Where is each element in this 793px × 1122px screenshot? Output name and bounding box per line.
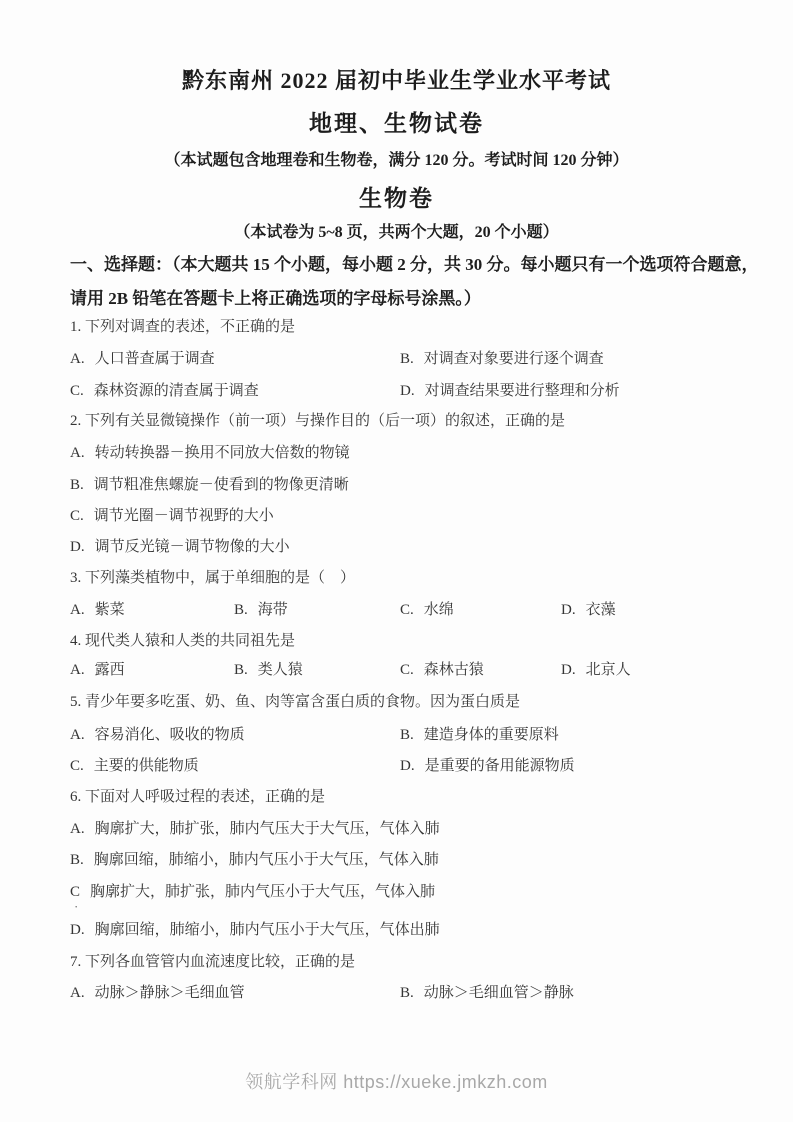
section-instruction-line1: 一、选择题：（本大题共 15 个小题，每小题 2 分，共 30 分。每小题只有一个选项符合题意， xyxy=(70,255,759,274)
question-7-options-row xyxy=(70,984,730,1006)
question-6-option-b: B. 胸廓回缩，肺缩小，肺内气压小于大气压，气体入肺 xyxy=(70,852,439,868)
question-5-options-row-2 xyxy=(70,757,730,779)
question-3-option-d: D. 衣藻 xyxy=(561,602,616,618)
exam-note-scores: （本试题包含地理卷和生物卷，满分 120 分。考试时间 120 分钟） xyxy=(164,152,629,169)
question-2-option-b: B. 调节粗准焦螺旋－使看到的物像更清晰 xyxy=(70,477,349,493)
question-5-option-b: B. 建造身体的重要原料 xyxy=(400,727,559,743)
watermark-text: 领航学科网 https://xueke.jmkzh.com xyxy=(245,1072,548,1092)
question-6-option-a: A. 胸廓扩大，肺扩张，肺内气压大于大气压，气体入肺 xyxy=(70,821,440,837)
paper-name: 生物卷 xyxy=(359,186,434,211)
question-1-stem: 1. 下列对调查的表述，不正确的是 xyxy=(70,319,296,335)
question-7-option-b: B. 动脉＞毛细血管＞静脉 xyxy=(400,985,574,1001)
question-2-stem: 2. 下列有关显微镜操作（前一项）与操作目的（后一项）的叙述，正确的是 xyxy=(70,413,566,429)
question-2-option-a: A. 转动转换器－换用不同放大倍数的物镜 xyxy=(70,445,350,461)
exam-note-pages: （本试卷为 5~8 页，共两个大题，20 个小题） xyxy=(234,224,559,241)
question-4-option-c: C. 森林古猿 xyxy=(400,662,484,678)
question-3-option-b: B. 海带 xyxy=(234,602,288,618)
question-5-option-a: A. 容易消化、吸收的物质 xyxy=(70,727,245,743)
exam-subtitle: 地理、生物试卷 xyxy=(309,111,484,136)
question-7-stem: 7. 下列各血管管内血流速度比较，正确的是 xyxy=(70,954,356,970)
question-1-option-b: B. 对调查对象要进行逐个调查 xyxy=(400,351,604,367)
question-2-option-c: C. 调节光圈－调节视野的大小 xyxy=(70,508,274,524)
question-1-option-c: C. 森林资源的清查属于调查 xyxy=(70,383,259,399)
question-1-option-a: A. 人口普查属于调查 xyxy=(70,351,215,367)
stray-scan-mark: · xyxy=(74,899,79,914)
question-6-option-c: C 胸廓扩大，肺扩张，肺内气压小于大气压，气体入肺 xyxy=(70,884,436,900)
question-1-options-row-1 xyxy=(70,350,730,372)
section-instruction-line2: 请用 2B 铅笔在答题卡上将正确选项的字母标号涂黑。） xyxy=(70,289,481,308)
question-6-stem: 6. 下面对人呼吸过程的表述，正确的是 xyxy=(70,789,326,805)
question-1-option-d: D. 对调查结果要进行整理和分析 xyxy=(400,383,620,399)
question-5-options-row-1 xyxy=(70,726,730,748)
question-4-stem: 4. 现代类人猿和人类的共同祖先是 xyxy=(70,633,296,649)
question-3-stem: 3. 下列藻类植物中，属于单细胞的是（ ） xyxy=(70,570,356,586)
question-5-option-d: D. 是重要的备用能源物质 xyxy=(400,758,575,774)
question-5-option-c: C. 主要的供能物质 xyxy=(70,758,199,774)
question-3-options-row xyxy=(70,601,730,623)
question-2-option-d: D. 调节反光镜－调节物像的大小 xyxy=(70,539,290,555)
question-6-option-d: D. 胸廓回缩，肺缩小，肺内气压小于大气压，气体出肺 xyxy=(70,922,440,938)
question-3-option-a: A. 紫菜 xyxy=(70,602,125,618)
question-4-option-b: B. 类人猿 xyxy=(234,662,303,678)
exam-title: 黔东南州 2022 届初中毕业生学业水平考试 xyxy=(181,68,611,93)
question-4-options-row xyxy=(70,661,730,683)
question-4-option-d: D. 北京人 xyxy=(561,662,631,678)
question-1-options-row-2 xyxy=(70,382,730,404)
question-4-option-a: A. 露西 xyxy=(70,662,125,678)
question-5-stem: 5. 青少年要多吃蛋、奶、鱼、肉等富含蛋白质的食物。因为蛋白质是 xyxy=(70,694,521,710)
question-7-option-a: A. 动脉＞静脉＞毛细血管 xyxy=(70,985,245,1001)
question-3-option-c: C. 水绵 xyxy=(400,602,454,618)
